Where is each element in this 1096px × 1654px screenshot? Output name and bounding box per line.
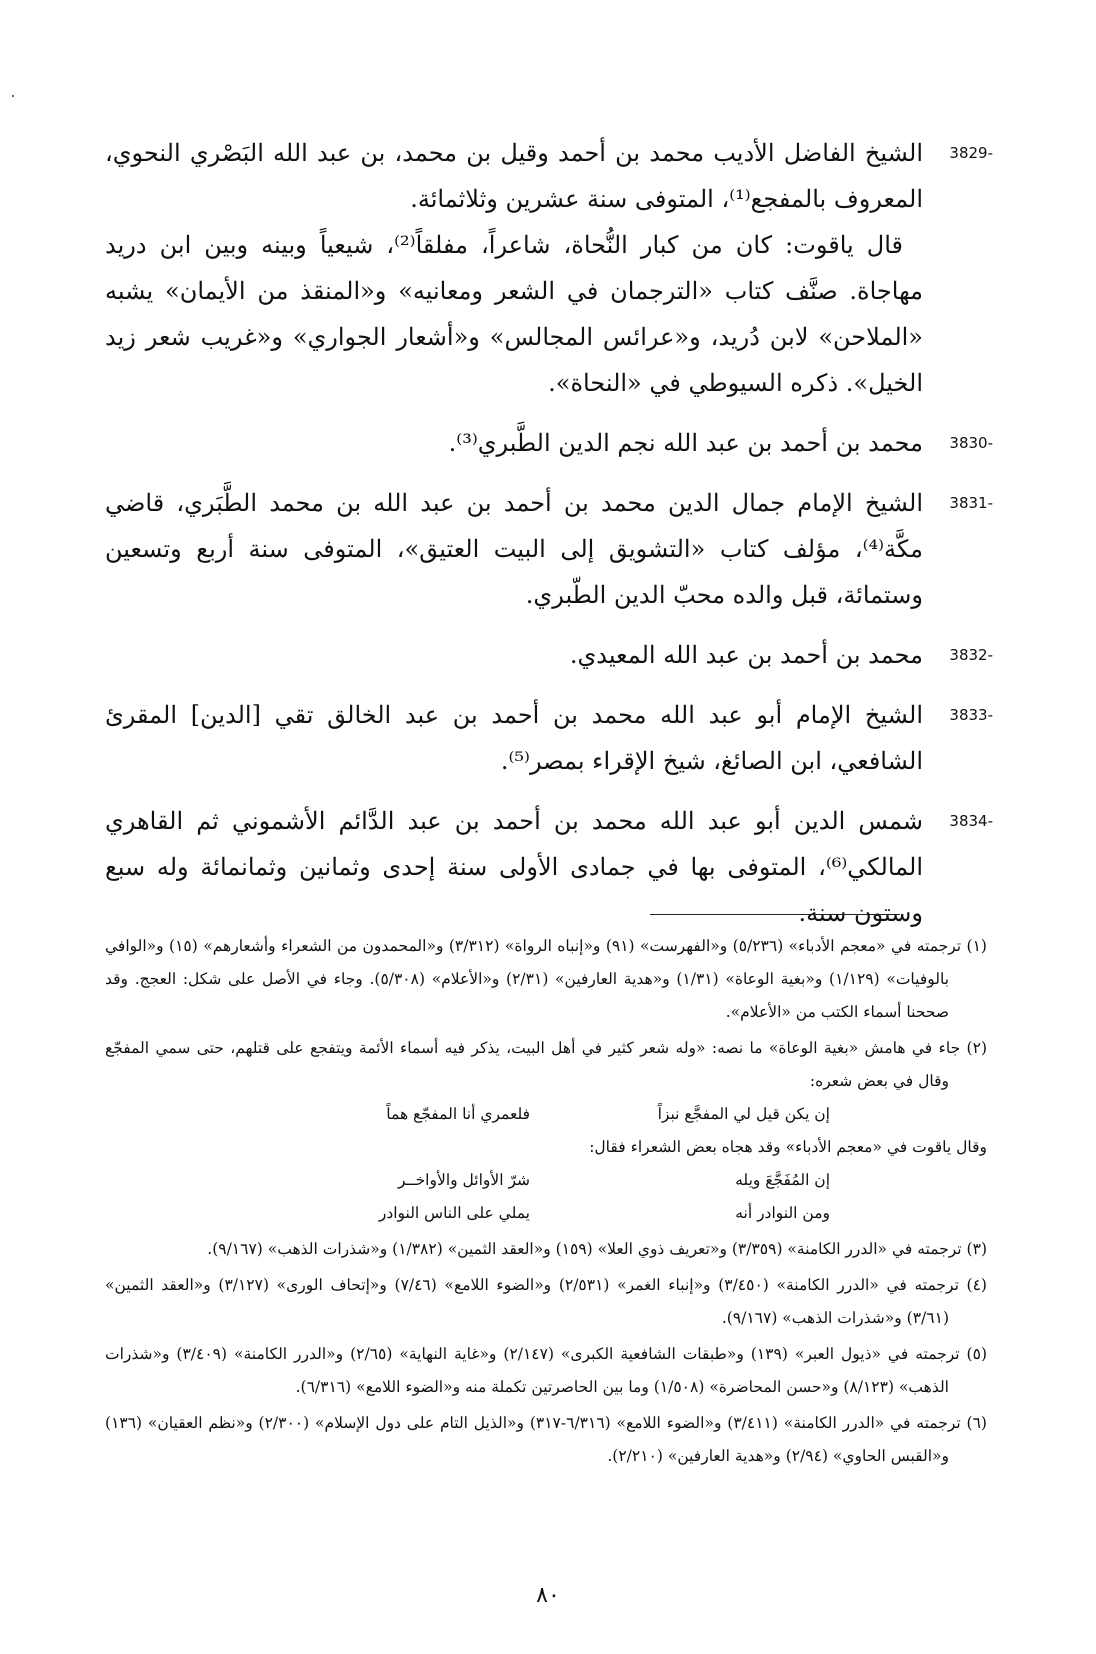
verse-hemistich: إن يكن قيل لي المفجَّع نبزاً bbox=[657, 1105, 830, 1123]
scan-speck bbox=[12, 95, 14, 97]
entry-text: الشيخ الإمام أبو عبد الله محمد بن أحمد بن عبد الخالق تقي [الدين] المقرئ الشافعي، ابن الصائغ، شيخ الإقراء بمصر⁽⁵⁾. bbox=[105, 701, 923, 775]
entry bbox=[105, 692, 993, 784]
footnote-text: (٣) ترجمته في «الدرر الكامنة» (٣/٣٥٩) و«تعريف ذوي العلا» (١٥٩) و«العقد الثمين» (١/٣٨٢) و«شذرات الذهب» (٩/١٦٧). bbox=[207, 1240, 987, 1258]
entry-number: 3834- bbox=[949, 812, 993, 830]
footnote-text: (٤) ترجمته في «الدرر الكامنة» (٣/٤٥٠) و«إنباء الغمر» (٢/٥٣١) و«الضوء اللامع» (٧/٤٦) و«إتحاف الورى» (٣/١٢٧) و«العقد الثمين» (٣/٦١) و«شذرات الذهب» (٩/١٦٧). bbox=[105, 1276, 987, 1327]
footnotes-section bbox=[105, 930, 987, 1476]
entry-text: شمس الدين أبو عبد الله محمد بن أحمد بن عبد الدَّائم الأشموني ثم القاهري المالكي⁽⁶⁾، المتوفى بها في جمادى الأولى سنة إحدى وثمانين وثمانمائة وله سبع وستون سنة. bbox=[105, 807, 923, 927]
verse-hemistich: إن المُفَجَّعَ ويله bbox=[735, 1171, 830, 1189]
entries-section bbox=[105, 130, 993, 950]
entry bbox=[105, 632, 993, 678]
entry-number: 3830- bbox=[949, 434, 993, 452]
entry-text: الشيخ الفاضل الأديب محمد بن أحمد وقيل بن محمد، بن عبد الله البَصْري النحوي، المعروف بالمفجع⁽¹⁾، المتوفى سنة عشرين وثلاثمائة. bbox=[105, 139, 923, 213]
verse-hemistich: فلعمري أنا المفجّع هماً bbox=[386, 1105, 530, 1123]
entry bbox=[105, 420, 993, 466]
entry bbox=[105, 480, 993, 618]
entry-text: قال ياقوت: كان من كبار النُّحاة، شاعراً، مفلقاً⁽²⁾، شيعياً وبينه وبين ابن دريد مهاجاة. صنَّف كتاب «الترجمان في الشعر ومعانيه» و«المنقذ من الأيمان» يشبه «الملاحن» لابن دُريد، و«عرائس المجالس» و«أشعار الجواري» و«غريب شعر زيد الخيل». ذكره السيوطي في «النحاة». bbox=[105, 231, 923, 397]
footnote bbox=[105, 1032, 987, 1230]
entry-number: 3832- bbox=[949, 646, 993, 664]
footnote-text: وقال ياقوت في «معجم الأدباء» وقد هجاه بعض الشعراء فقال: bbox=[589, 1138, 987, 1156]
verse-line bbox=[105, 1164, 949, 1197]
footnote-separator bbox=[650, 914, 900, 915]
entry bbox=[105, 130, 993, 406]
footnote-text: (٢) جاء في هامش «بغية الوعاة» ما نصه: «وله شعر كثير في أهل البيت، يذكر فيه أسماء الأئمة ويتفجع على قتلهم، حتى سمي المفجّع وقال في بعض شعره: bbox=[105, 1039, 987, 1090]
footnote bbox=[105, 1338, 987, 1404]
entry-number: 3833- bbox=[949, 706, 993, 724]
footnote bbox=[105, 1233, 987, 1266]
footnote-text: (٦) ترجمته في «الدرر الكامنة» (٣/٤١١) و«الضوء اللامع» (٦/٣١٦-٣١٧) و«الذيل التام على دول الإسلام» (٢/٣٠٠) و«نظم العقيان» (١٣٦) و«القبس الحاوي» (٢/٩٤) و«هدية العارفين» (٢/٢١٠). bbox=[105, 1414, 987, 1465]
entry bbox=[105, 798, 993, 936]
entry-text: الشيخ الإمام جمال الدين محمد بن أحمد بن عبد الله بن محمد الطَّبَري، قاضي مكَّة⁽⁴⁾، مؤلف كتاب «التشويق إلى البيت العتيق»، المتوفى سنة أربع وتسعين وستمائة، قبل والده محبّ الدين الطّبري. bbox=[105, 489, 923, 609]
verse-hemistich: شرّ الأوائل والأواخــر bbox=[397, 1171, 530, 1189]
verse-hemistich: ومن النوادر أنه bbox=[735, 1204, 830, 1222]
footnote-text: (٥) ترجمته في «ذيول العبر» (١٣٩) و«طبقات الشافعية الكبرى» (٢/١٤٧) و«غاية النهاية» (٢/٦٥) و«الدرر الكامنة» (٣/٤٠٩) و«شذرات الذهب» (٨/١٢٣) و«حسن المحاضرة» (١/٥٠٨) وما بين الحاصرتين تكملة منه و«الضوء اللامع» (٦/٣١٦). bbox=[105, 1345, 987, 1396]
verse-line bbox=[105, 1197, 949, 1230]
footnote bbox=[105, 1407, 987, 1473]
footnote bbox=[105, 1269, 987, 1335]
entry-text: محمد بن أحمد بن عبد الله نجم الدين الطَّبري⁽³⁾. bbox=[448, 429, 923, 457]
verse-line bbox=[105, 1098, 949, 1131]
footnote-text: (١) ترجمته في «معجم الأدباء» (٥/٢٣٦) و«الفهرست» (٩١) و«إنباه الرواة» (٣/٣١٢) و«المحمدون من الشعراء وأشعارهم» (١٥) و«الوافي بالوفيات» (١/١٢٩) و«بغية الوعاة» (١/٣١) و«هدية العارفين» (٢/٣١) و«الأعلام» (٥/٣٠٨). وجاء في الأصل على شكل: العجج. وقد صححنا أسماء الكتب من «الأعلام». bbox=[105, 937, 987, 1021]
entry-text: محمد بن أحمد بن عبد الله المعيدي. bbox=[569, 641, 923, 669]
footnote bbox=[105, 930, 987, 1029]
page-number: ٨٠ bbox=[536, 1583, 560, 1608]
entry-number: 3829- bbox=[949, 144, 993, 162]
verse-hemistich: يملي على الناس النوادر bbox=[378, 1204, 530, 1222]
entry-number: 3831- bbox=[949, 494, 993, 512]
